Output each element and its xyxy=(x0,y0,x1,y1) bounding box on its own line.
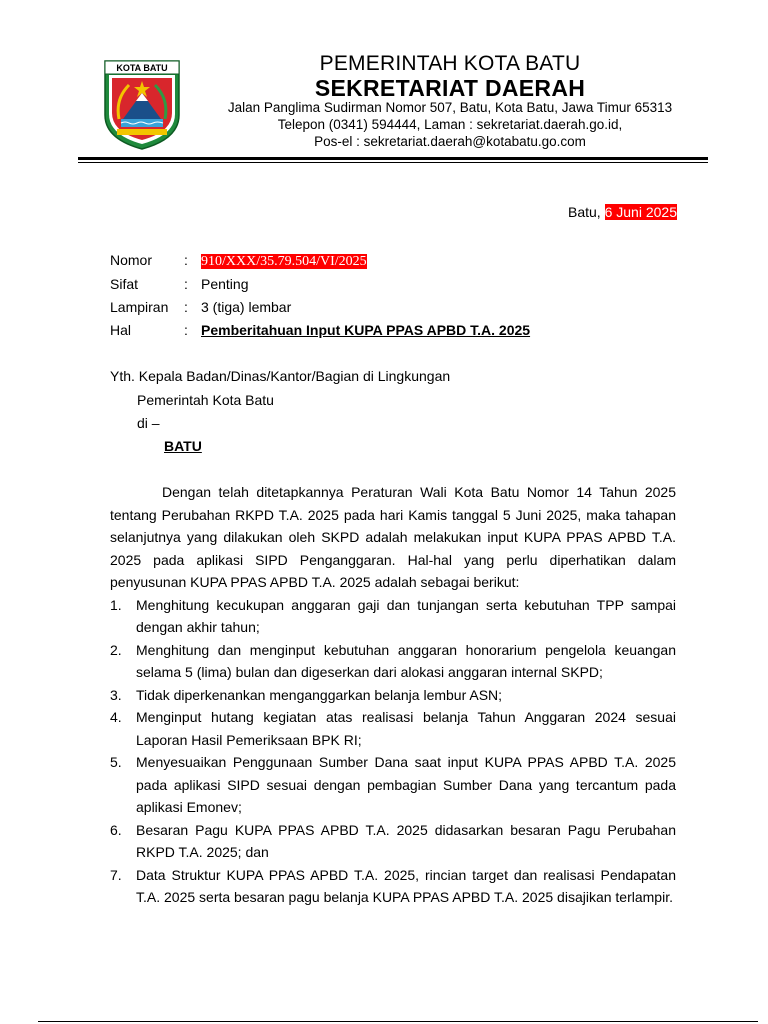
list-item-number: 7. xyxy=(110,866,122,883)
meta-key: Nomor xyxy=(110,252,153,268)
list-item-text: Menghitung dan menginput kebutuhan anggaran honorarium pengelola keuangan selama 5 (lima) bulan dan digeserkan dari alokasi anggaran internal SKPD; xyxy=(136,641,676,680)
list-item xyxy=(110,594,676,639)
list-item xyxy=(110,684,676,707)
letter-date xyxy=(568,204,677,220)
list-item-text: Menghitung kecukupan anggaran gaji dan tunjangan serta kebutuhan TPP sampai dengan akhir tahun; xyxy=(136,596,676,635)
list-item-text: Tidak diperkenankan menganggarkan belanja lembur ASN; xyxy=(136,686,503,703)
list-item xyxy=(110,639,676,684)
list-item-number: 5. xyxy=(110,754,122,770)
government-name: PEMERINTAH KOTA BATU xyxy=(319,52,581,75)
list-item-number: 4. xyxy=(110,709,122,725)
list-item-text: Data Struktur KUPA PPAS APBD T.A. 2025, rincian target dan realisasi Pendapatan T.A. 2025 serta besaran pagu belanja KUPA PPAS APBD T.A. 2025 disajikan terlampir. xyxy=(136,866,676,905)
list-item-number: 6. xyxy=(110,821,122,838)
list-item-text: Menginput hutang kegiatan atas realisasi belanja Tahun Anggaran 2024 sesuai Laporan Hasil Pemeriksaan BPK RI; xyxy=(136,709,676,748)
recipient-line-3: di – xyxy=(137,415,160,431)
meta-colon: : xyxy=(184,276,188,292)
letter-number: 910/XXX/35.79.504/VI/2025 xyxy=(201,254,367,269)
instruction-list xyxy=(110,594,676,909)
list-item-number: 3. xyxy=(110,686,122,703)
date-value: 6 Juni 2025 xyxy=(604,204,677,220)
meta-key: Sifat xyxy=(110,276,139,292)
address-line-1: Jalan Panglima Sudirman Nomor 507, Batu, Kota Batu, Jawa Timur 65313 xyxy=(227,100,673,115)
meta-value: Penting xyxy=(201,276,249,292)
list-item xyxy=(110,864,676,909)
intro-paragraph: Dengan telah ditetapkannya Peraturan Wali Kota Batu Nomor 14 Tahun 2025 tentang Perubahan RKPD T.A. 2025 pada hari Kamis tanggal 5 Juni 2025, maka tahapan selanjutnya yang dilakukan oleh SKPD adalah melakukan input KUPA PPAS APBD T.A. 2025 pada aplikasi SIPD Penganggaran. Hal-hal yang perlu diperhatikan dalam penyusunan KUPA PPAS APBD T.A. 2025 adalah sebagai berikut: xyxy=(110,484,676,590)
list-item-number: 1. xyxy=(110,596,122,613)
letterhead-divider-thin xyxy=(78,162,708,163)
page-bottom-edge xyxy=(38,1021,758,1022)
letter-body xyxy=(110,481,676,909)
date-place: Batu, xyxy=(568,204,605,220)
list-item xyxy=(110,819,676,864)
recipient-line-2: Pemerintah Kota Batu xyxy=(137,392,274,408)
letterhead-divider-thick xyxy=(78,157,708,160)
city-emblem-logo xyxy=(103,59,181,151)
meta-value xyxy=(201,252,367,270)
list-item-text: Menyesuaikan Penggunaan Sumber Dana saat input KUPA PPAS APBD T.A. 2025 pada aplikasi SIPD sesuai dengan pembagian Sumber Dana yang tercantum pada aplikasi Emonev; xyxy=(136,754,676,815)
recipient-line-1: Yth. Kepala Badan/Dinas/Kantor/Bagian di Lingkungan xyxy=(110,368,451,384)
address-line-2: Telepon (0341) 594444, Laman : sekretariat.daerah.go.id, xyxy=(277,117,623,132)
letter-subject: Pemberitahuan Input KUPA PPAS APBD T.A. 2025 xyxy=(201,322,531,338)
recipient-city: BATU xyxy=(164,438,202,454)
meta-key: Lampiran xyxy=(110,299,169,315)
address-line-3: Pos-el : sekretariat.daerah@kotabatu.go.com xyxy=(314,134,586,149)
logo-text: KOTA BATU xyxy=(116,63,168,73)
list-item-text: Besaran Pagu KUPA PPAS APBD T.A. 2025 didasarkan besaran Pagu Perubahan RKPD T.A. 2025; dan xyxy=(136,821,676,860)
office-name: SEKRETARIAT DAERAH xyxy=(314,75,586,101)
meta-colon: : xyxy=(184,322,188,338)
meta-value: 3 (tiga) lembar xyxy=(201,299,292,315)
list-item xyxy=(110,751,676,819)
meta-colon: : xyxy=(184,252,188,268)
meta-colon: : xyxy=(184,299,188,315)
meta-key: Hal xyxy=(110,322,132,338)
list-item xyxy=(110,706,676,751)
list-item-number: 2. xyxy=(110,641,122,658)
